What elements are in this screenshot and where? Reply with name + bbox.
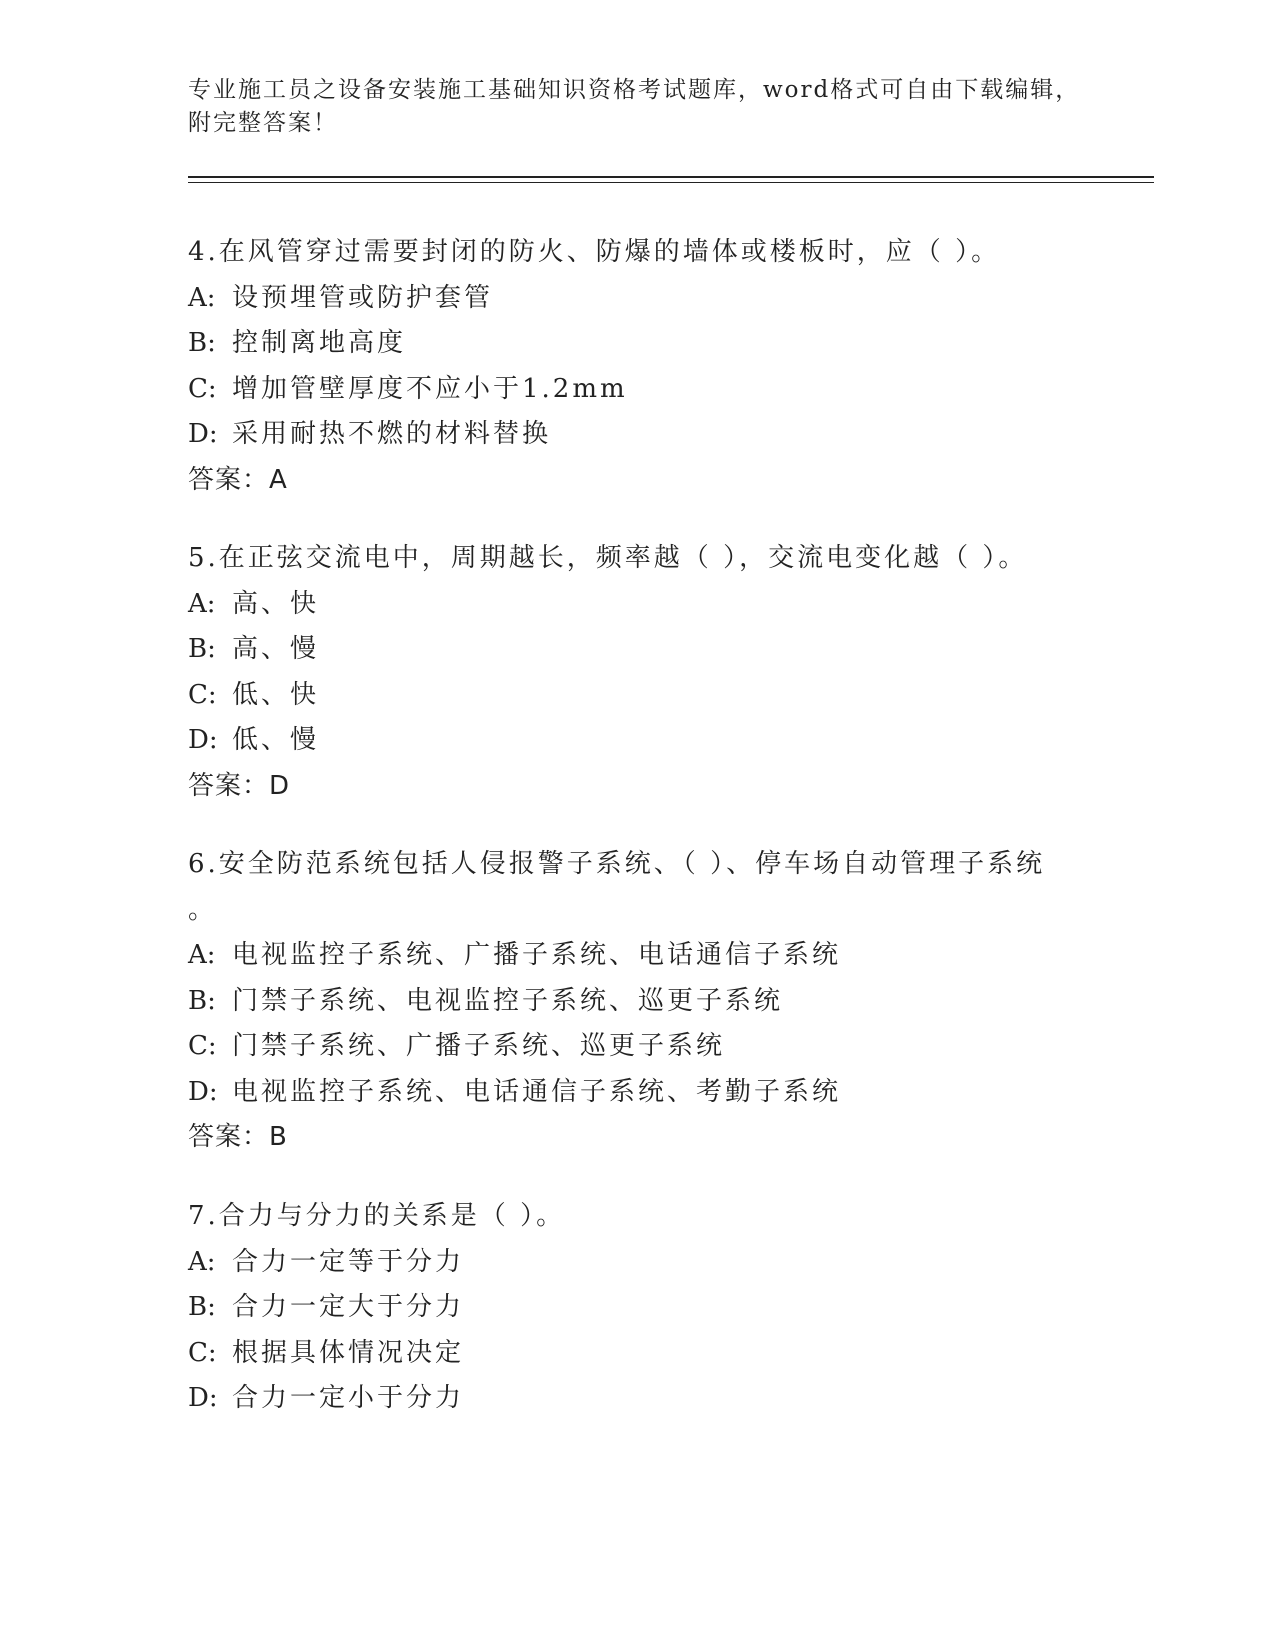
- option-a: [188, 276, 1088, 322]
- option-d: [188, 412, 1088, 458]
- answer-line: 答案：A: [188, 464, 288, 495]
- option-text: 合力一定等于分力: [232, 1246, 465, 1277]
- option-a: [188, 1240, 1088, 1286]
- option-letter: B:: [188, 328, 216, 358]
- option-letter: D:: [188, 1383, 218, 1413]
- header-line-2: 附完整答案！: [188, 110, 338, 136]
- option-text: 增加管壁厚度不应小于1.2mm: [232, 373, 628, 404]
- option-text: 高、慢: [232, 634, 320, 664]
- question-5: [188, 536, 1088, 809]
- document-header: [188, 74, 1088, 140]
- option-b: [188, 979, 1088, 1025]
- option-c: [188, 1024, 1088, 1070]
- option-c: [188, 1331, 1088, 1377]
- option-text: 合力一定大于分力: [232, 1292, 465, 1322]
- option-letter: B:: [188, 985, 216, 1016]
- header-line-1: 专业施工员之设备安装施工基础知识资格考试题库，word格式可自由下载编辑，: [188, 77, 1081, 103]
- question-stem: 5.在正弦交流电中，周期越长，频率越（ ），交流电变化越（ ）。: [188, 543, 1028, 573]
- header-rule-thick: [188, 176, 1154, 178]
- option-letter: A:: [188, 588, 216, 619]
- option-letter: A:: [188, 1246, 216, 1277]
- option-d: [188, 1376, 1088, 1422]
- option-letter: A:: [188, 940, 216, 970]
- option-b: [188, 627, 1088, 673]
- option-text: 电视监控子系统、电话通信子系统、考勤子系统: [232, 1076, 842, 1107]
- option-letter: D:: [188, 1076, 218, 1107]
- option-letter: D:: [188, 725, 218, 755]
- option-letter: C:: [188, 373, 217, 404]
- option-text: 控制离地高度: [232, 328, 407, 358]
- option-text: 高、快: [232, 588, 320, 619]
- option-c: [188, 367, 1088, 413]
- question-stem-continuation: 。: [188, 894, 215, 925]
- question-stem: 7.合力与分力的关系是（ ）。: [188, 1201, 566, 1231]
- option-d: [188, 718, 1088, 764]
- option-text: 门禁子系统、电视监控子系统、巡更子系统: [232, 985, 784, 1016]
- question-stem: 4.在风管穿过需要封闭的防火、防爆的墙体或楼板时，应（ ）。: [188, 237, 1001, 267]
- option-letter: B:: [188, 1292, 216, 1322]
- question-7: [188, 1194, 1088, 1422]
- option-letter: C:: [188, 1337, 217, 1368]
- option-d: [188, 1070, 1088, 1116]
- answer-line: 答案：D: [188, 770, 291, 801]
- option-letter: D:: [188, 419, 218, 449]
- question-stem: 6.安全防范系统包括人侵报警子系统、（ ）、停车场自动管理子系统: [188, 849, 1046, 879]
- option-text: 根据具体情况决定: [232, 1337, 465, 1368]
- option-text: 采用耐热不燃的材料替换: [232, 419, 552, 449]
- option-letter: C:: [188, 679, 217, 710]
- header-rule-thin: [188, 182, 1154, 183]
- option-text: 电视监控子系统、广播子系统、电话通信子系统: [232, 940, 842, 970]
- question-6: [188, 842, 1088, 1161]
- option-text: 合力一定小于分力: [232, 1383, 465, 1413]
- option-letter: C:: [188, 1031, 217, 1061]
- option-a: [188, 582, 1088, 628]
- option-a: [188, 933, 1088, 979]
- question-4: [188, 230, 1088, 503]
- option-text: 设预埋管或防护套管: [232, 282, 494, 313]
- option-text: 门禁子系统、广播子系统、巡更子系统: [232, 1031, 726, 1061]
- option-text: 低、快: [232, 679, 320, 710]
- answer-line: 答案：B: [188, 1122, 288, 1152]
- option-c: [188, 673, 1088, 719]
- option-letter: A:: [188, 282, 216, 313]
- option-b: [188, 1285, 1088, 1331]
- option-text: 低、慢: [232, 725, 320, 755]
- option-letter: B:: [188, 634, 216, 664]
- option-b: [188, 321, 1088, 367]
